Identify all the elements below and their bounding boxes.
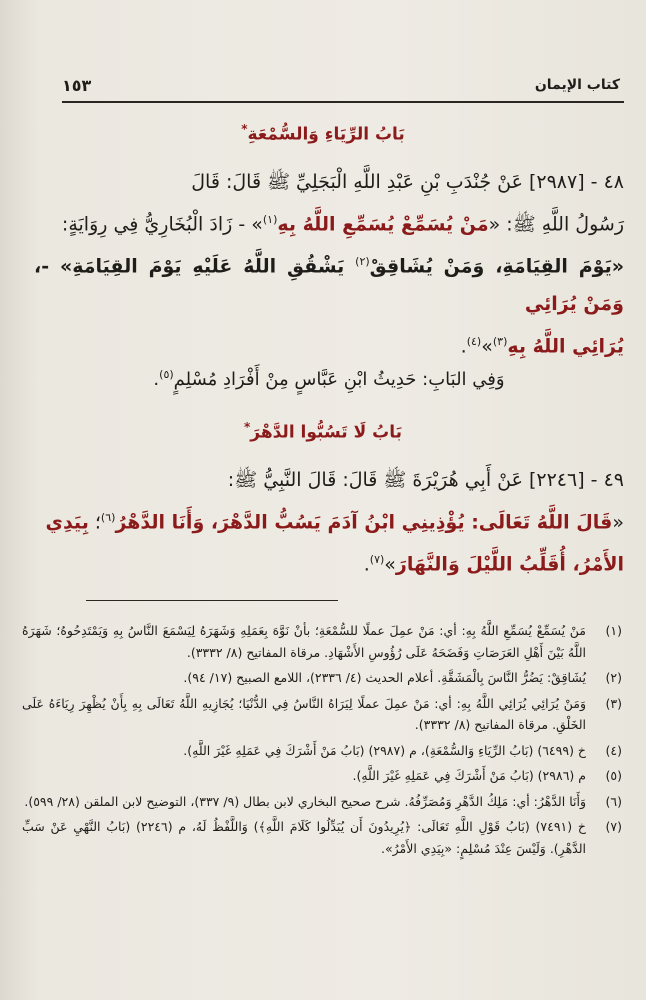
footnote-text: خ (٦٤٩٩) (بَابُ الرِّيَاءِ وَالسُّمْعَةِ)، م (٢٩٨٧) (بَابُ مَنْ أَشْرَكَ فِي عَمَلِهِ غَيْرَ اللَّهِ). bbox=[183, 742, 586, 758]
footnote-text: خ (٧٤٩١) (بَابُ قَوْلِ اللَّهِ تَعَالَى: ﴿يُرِيدُونَ أَن يُبَدِّلُوا كَلَامَ اللَّهِ﴾) وَاللَّفْظُ لَهُ، م (٢٢٤٦) (بَابُ النَّهْيِ عَنْ سَبِّ الدَّهْرِ). وَلَيْسَ عِنْدَ مُسْلِمٍ: «بِيَدِي الأَمْرُ». bbox=[22, 819, 586, 856]
text-segment: « bbox=[612, 511, 624, 534]
footnote-number: (١) bbox=[605, 623, 622, 638]
text-segment: » bbox=[481, 334, 493, 357]
footnote-item bbox=[22, 693, 626, 736]
footnote-number: (٥) bbox=[605, 768, 622, 783]
section-title-riya bbox=[0, 122, 646, 145]
text-segment: » bbox=[384, 553, 396, 576]
footnote-item bbox=[22, 791, 626, 813]
text-segment: يَشْقُقِ اللَّهُ عَلَيْهِ يَوْمَ القِيَامَةِ» -، bbox=[34, 255, 356, 278]
section-title-text: بَابُ الرِّيَاءِ وَالسُّمْعَةِ bbox=[247, 124, 405, 145]
text-segment: «يَوْمَ القِيَامَةِ، وَمَنْ يُشَاقِقْ bbox=[369, 255, 624, 278]
footnotes bbox=[22, 620, 626, 863]
prophetic-text: قَالَ اللَّهُ تَعَالَى: يُؤْذِينِي ابْنُ آدَمَ يَسُبُّ الدَّهْرَ، وَأَنَا الدَّهْرُ bbox=[115, 511, 613, 534]
text-segment: رَسُولُ اللَّهِ ﷺ: « bbox=[488, 213, 624, 236]
chapter-note bbox=[34, 358, 624, 397]
prophetic-text: بِيَدِي bbox=[45, 511, 89, 534]
prophetic-text: يُرَائِي اللَّهُ بِهِ bbox=[507, 334, 624, 357]
text-segment: . bbox=[363, 553, 370, 576]
running-title: كتاب الإيمان bbox=[534, 77, 620, 93]
footnote-ref: (٥) bbox=[159, 368, 174, 381]
section-star: * bbox=[241, 122, 248, 136]
footnote-number: (٣) bbox=[605, 695, 622, 711]
footnote-ref: (٢) bbox=[355, 255, 370, 269]
page-header bbox=[62, 70, 620, 100]
chapter-note-text: وَفِي البَابِ: حَدِيثُ ابْنِ عَبَّاسٍ مِنْ أَفْرَادِ مُسْلِمٍ bbox=[173, 369, 505, 390]
footnote-item bbox=[22, 620, 626, 663]
footnote-item bbox=[22, 765, 626, 787]
prophetic-text: الأَمْرُ، أُقَلِّبُ اللَّيْلَ وَالنَّهَارَ bbox=[395, 553, 624, 576]
footnote-item bbox=[22, 667, 626, 689]
footnote-text: م (٢٩٨٦) (بَابُ مَنْ أَشْرَكَ فِي عَمَلِهِ غَيْرَ اللَّهِ). bbox=[352, 768, 586, 783]
text-segment: ؛ bbox=[88, 511, 101, 534]
footnote-text: وَمَنْ يُرَائِي يُرَائِي اللَّهُ بِهِ: أي: مَنْ عمِلَ عملًا لِيَرَاهُ النَّاسُ فِي الدُّنْيَا؛ يُجَازِيهِ اللَّهُ تَعَالَى بِهِ بِأَنْ يُظْهِرَ رِيَاءَهُ عَلَى الخَلْقِ. مرقاة المفاتيح (٨/ ٣٣٣٢). bbox=[22, 695, 586, 732]
hadith-49-line-1: ٤٩ - [٢٢٤٦] عَنْ أَبِي هُرَيْرَةَ ﷺ قَالَ: قَالَ النَّبِيُّ ﷺ: bbox=[227, 469, 624, 491]
hadith-48-line-1: ٤٨ - [٢٩٨٧] عَنْ جُنْدَبِ بْنِ عَبْدِ اللَّهِ الْبَجَلِيِّ ﷺ قَالَ: قَالَ bbox=[191, 171, 624, 193]
footnote-item bbox=[22, 816, 626, 859]
footnote-number: (٢) bbox=[605, 670, 622, 685]
text-segment: . bbox=[153, 369, 160, 390]
footnote-number: (٦) bbox=[605, 793, 622, 809]
text-segment: . bbox=[460, 334, 467, 357]
prophetic-text: مَنْ يُسَمِّعْ يُسَمِّعِ اللَّهُ بِهِ bbox=[277, 213, 489, 236]
footnote-ref: (٧) bbox=[369, 553, 385, 567]
header-rule bbox=[62, 101, 624, 103]
hadith-49 bbox=[34, 462, 624, 584]
footnote-ref: (٦) bbox=[100, 511, 116, 524]
page-number: ١٥٣ bbox=[62, 75, 92, 95]
hadith-48-line-2 bbox=[34, 201, 624, 243]
footnote-number: (٤) bbox=[605, 742, 622, 758]
footnote-text: وَأَنَا الدَّهْرُ: أي: مَلِكُ الدَّهْرِ وَمُصَرِّفُهُ. شرح صحيح البخاري لابن بطال (٩/ ٣٣٧)، التوضيح لابن الملقن (٢٨/ ٥٩٩). bbox=[24, 793, 586, 809]
footnote-ref: (١) bbox=[262, 213, 278, 226]
footnote-rule bbox=[86, 600, 338, 601]
text-segment: » - زَادَ الْبُخَارِيُّ فِي رِوَايَةٍ: bbox=[61, 213, 263, 236]
footnote-text: يُشَاقِقْ: يَضُرُّ النَّاسَ بِالْمَشَقَّةِ. أعلام الحديث (٤/ ٢٣٣٦)، اللامع الصبيح (١٧/ ٩٤). bbox=[183, 670, 586, 685]
footnote-ref: (٤) bbox=[466, 334, 482, 348]
section-star: * bbox=[243, 420, 251, 434]
footnote-item bbox=[22, 740, 626, 762]
hadith-49-line-2 bbox=[34, 499, 624, 541]
hadith-48-line-3 bbox=[34, 243, 624, 322]
section-title-dahr bbox=[0, 420, 646, 443]
footnote-number: (٧) bbox=[605, 819, 622, 834]
hadith-48 bbox=[34, 164, 624, 365]
prophetic-text: وَمَنْ يُرَائِي bbox=[524, 292, 624, 315]
footnote-text: مَنْ يُسَمِّعْ يُسَمِّعِ اللَّهُ بِهِ: أي: مَنْ عمِلَ عملًا للسُّمْعَةِ؛ بأنْ نَوَّهَ بِعَمَلِهِ وَشَهَرَهُ لِيَسْمَعَ النَّاسُ بِهِ وَيَمْتَدِحُوهُ؛ شَهَرَهُ اللَّهُ بَيْنَ أَهْلِ العَرَصَاتِ وَفَضَحَهُ عَلَى رُؤُوسِ الأَشْهَادِ. مرقاة المفاتيح (٨/ ٣٣٣٢). bbox=[22, 623, 586, 660]
footnote-ref: (٣) bbox=[492, 334, 508, 348]
hadith-49-line-3 bbox=[34, 541, 624, 583]
section-title-text: بَابُ لَا تَسُبُّوا الدَّهْرَ bbox=[250, 422, 403, 443]
